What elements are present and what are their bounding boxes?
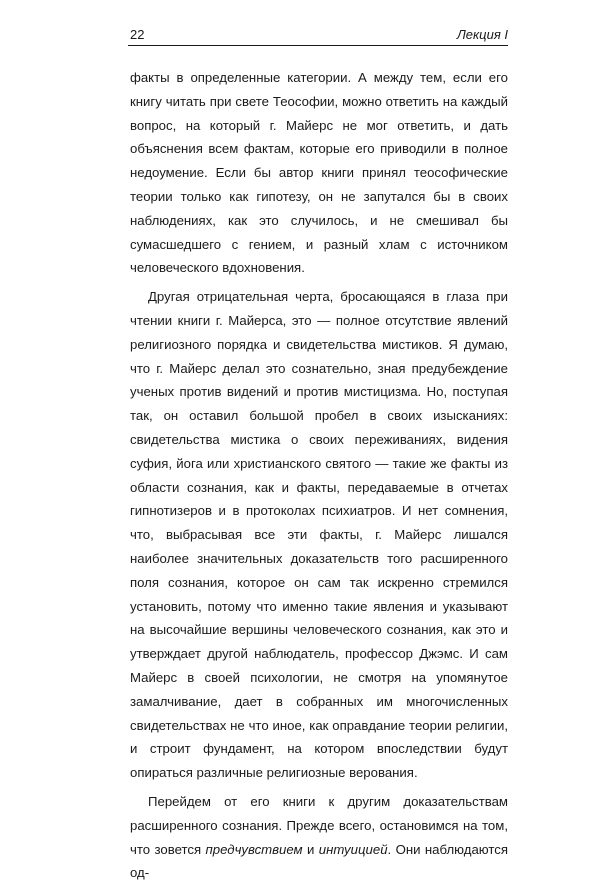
emphasis-intuition: интуицией — [318, 841, 388, 857]
header-divider — [128, 45, 508, 46]
page-body — [130, 66, 508, 885]
paragraph-2: Другая отрицательная черта, бросающаяся в глаза при чтении книги г. Майерса, это — полное отсутствие явлений религиозного порядка и свидетельства мистиков. Я думаю, что г. Майерс делал это сознательно, зная предубеждение ученых против видений и против мистицизма. Но, поступая так, он оставил большой пробел в своих изысканиях: свидетельства мистика о своих переживаниях, видения суфия, йога или христианского святого — такие же факты из области сознания, как и факты, передаваемые в отчетах гипнотизеров и в протоколах психиатров. И нет сомнения, что, выбрасывая все эти факты, г. Майерс лишался наиболее значительных доказательств того расширенного поля сознания, которое он сам так искренно стремился установить, потому что именно такие явления и указывают на высочайшие вершины человеческого сознания, как это и утверждает другой наблюдатель, профессор Джэмс. И сам Майерс в своей психологии, не смотря на упомянутое замалчивание, дает в собранных им многочисленных свидетельствах не что иное, как оправдание теории религии, и строит фундамент, на котором впоследствии будут опираться различные религиозные верования. — [130, 289, 508, 781]
emphasis-premonition: предчувствием — [205, 841, 303, 857]
page-number: 22 — [130, 27, 145, 42]
paragraph-1: факты в определенные категории. А между тем, если его книгу читать при свете Теософии, можно ответить на каждый вопрос, на который г. Майерс не мог ответить, и дать объяснения всем фактам, которые его приводили в полное недоумение. Если бы автор книги принял теософические теории только как гипотезу, он не запутался бы в своих наблюдениях, как это случилось, и не смешивал бы сумасшедшего с гением, и разный хлам с источником человеческого вдохновения. — [130, 70, 508, 276]
paragraph-3-text-mid: и — [302, 841, 319, 857]
paragraph-3-text-start: Перейдем от его книги к другим доказательствам расширенного сознания. Прежде всего, остановимся на том, что зовется — [130, 793, 508, 857]
paragraph-3 — [130, 790, 508, 885]
page-header — [128, 24, 508, 46]
running-head: Лекция I — [456, 27, 508, 42]
paragraph-3-text-end: . Они наблюдаются од- — [130, 841, 509, 881]
